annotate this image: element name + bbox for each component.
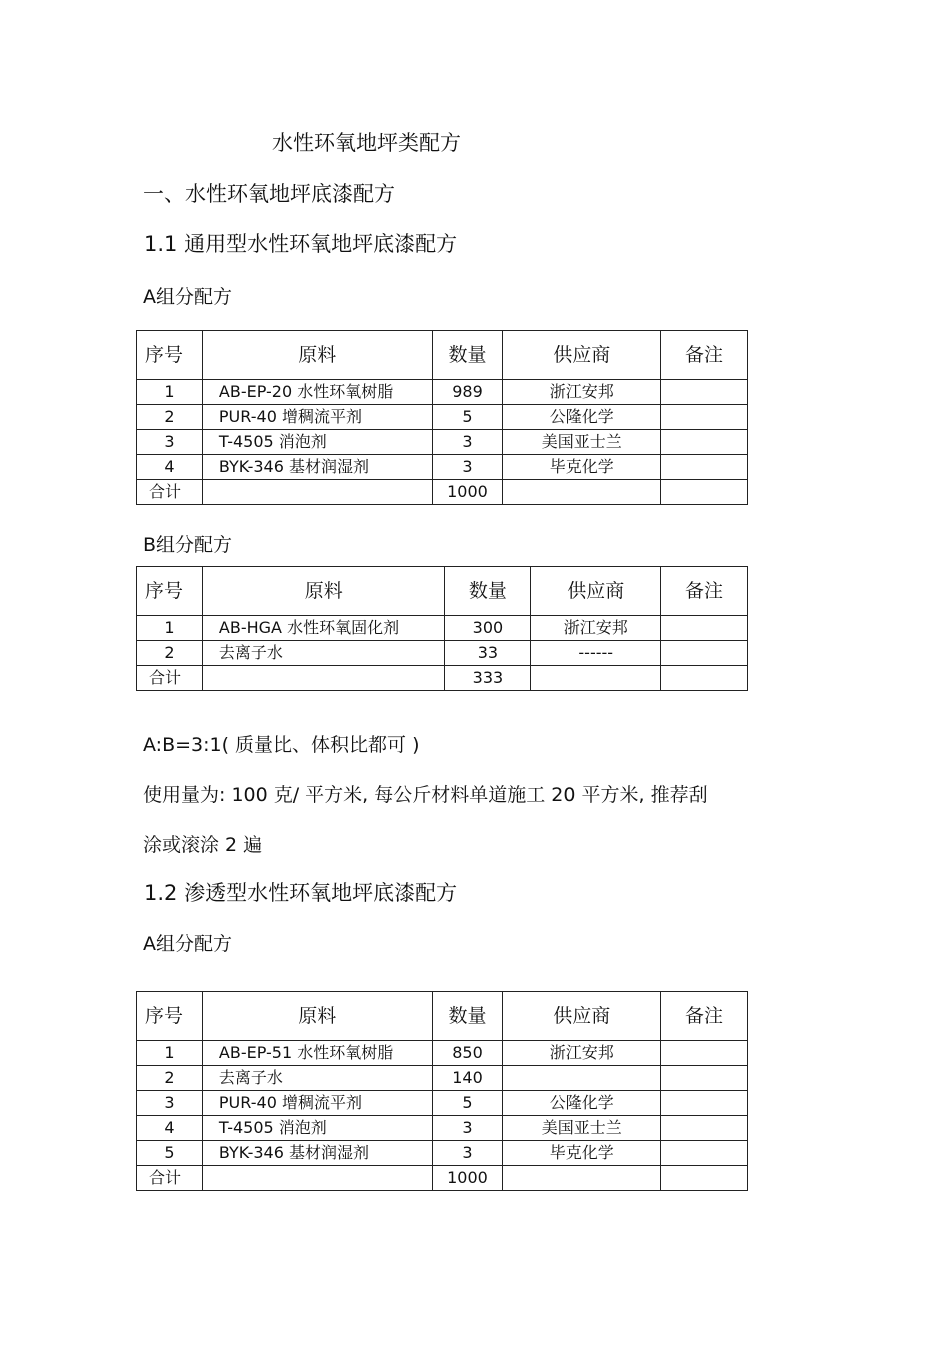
table-cell: 去离子水	[202, 1066, 432, 1091]
header-cell: 数量	[432, 331, 503, 380]
header-cell: 原料	[202, 567, 445, 616]
table-cell: 3	[432, 430, 503, 455]
table-cell: 5	[432, 1091, 503, 1116]
table-cell: 浙江安邦	[531, 616, 661, 641]
header-cell: 备注	[661, 992, 748, 1041]
table-cell: 4	[137, 455, 203, 480]
table-total-row	[137, 480, 748, 505]
table-cell: 毕克化学	[503, 455, 661, 480]
header-cell: 备注	[661, 331, 748, 380]
header-cell: 供应商	[503, 992, 661, 1041]
table-cell	[661, 380, 748, 405]
table-row	[137, 405, 748, 430]
usage-text: 使用量为: 100 克/ 平方米, 每公斤材料单道施工 20 平方米, 推荐刮	[143, 784, 708, 806]
table-cell	[661, 430, 748, 455]
usage-text-cont: 涂或滚涂 2 遍	[143, 834, 263, 856]
header-cell: 序号	[137, 331, 203, 380]
table-cell	[202, 480, 432, 505]
header-cell: 供应商	[503, 331, 661, 380]
header-cell: 供应商	[531, 567, 661, 616]
table-cell: PUR-40 增稠流平剂	[202, 1091, 432, 1116]
table-cell: 3	[137, 1091, 203, 1116]
table-cell: AB-HGA 水性环氧固化剂	[202, 616, 445, 641]
table-cell: 140	[432, 1066, 503, 1091]
formula-table-a	[136, 330, 748, 505]
table-cell	[661, 480, 748, 505]
table-cell	[503, 1166, 661, 1191]
table-cell: T-4505 消泡剂	[202, 1116, 432, 1141]
table-cell: 33	[445, 641, 531, 666]
table-cell	[661, 666, 748, 691]
table-cell	[503, 480, 661, 505]
table-cell: 1000	[432, 1166, 503, 1191]
table-cell: 公隆化学	[503, 405, 661, 430]
table-cell: 2	[137, 641, 203, 666]
table-cell: 毕克化学	[503, 1141, 661, 1166]
document-title: 水性环氧地坪类配方	[272, 131, 461, 155]
table-cell: 989	[432, 380, 503, 405]
table-cell: 公隆化学	[503, 1091, 661, 1116]
table-cell: ------	[531, 641, 661, 666]
table-cell	[661, 616, 748, 641]
table-cell	[661, 405, 748, 430]
table-cell: 300	[445, 616, 531, 641]
table-header-row	[137, 567, 748, 616]
formula-table-b	[136, 566, 748, 691]
table-cell	[661, 455, 748, 480]
section-heading: 一、水性环氧地坪底漆配方	[143, 182, 395, 206]
table-cell: AB-EP-20 水性环氧树脂	[202, 380, 432, 405]
table-cell: 850	[432, 1041, 503, 1066]
table-cell: 5	[137, 1141, 203, 1166]
table-cell: 1000	[432, 480, 503, 505]
table-header-row	[137, 331, 748, 380]
table-cell	[202, 666, 445, 691]
mix-ratio-text: A:B=3:1( 质量比、体积比都可 )	[143, 734, 420, 756]
table-cell: 1	[137, 616, 203, 641]
table-row	[137, 430, 748, 455]
table-cell: 3	[432, 455, 503, 480]
component-a-label: A组分配方	[143, 933, 232, 955]
table-row	[137, 1041, 748, 1066]
table-cell: 3	[137, 430, 203, 455]
table-cell: 3	[432, 1141, 503, 1166]
table-row	[137, 641, 748, 666]
component-b-label: B组分配方	[143, 534, 233, 556]
table-cell: 4	[137, 1116, 203, 1141]
table-total-row	[137, 666, 748, 691]
table-cell	[661, 1116, 748, 1141]
table-cell	[661, 1166, 748, 1191]
table-cell	[661, 641, 748, 666]
table-cell: 2	[137, 1066, 203, 1091]
table-row	[137, 380, 748, 405]
table-cell: BYK-346 基材润湿剂	[202, 455, 432, 480]
component-a-label: A组分配方	[143, 286, 232, 308]
table-cell: 浙江安邦	[503, 1041, 661, 1066]
table-cell	[503, 1066, 661, 1091]
table-cell: 去离子水	[202, 641, 445, 666]
table-total-row	[137, 1166, 748, 1191]
table-cell: 浙江安邦	[503, 380, 661, 405]
header-cell: 原料	[202, 992, 432, 1041]
table-cell: 1	[137, 1041, 203, 1066]
table-cell: AB-EP-51 水性环氧树脂	[202, 1041, 432, 1066]
table-cell: 合计	[137, 666, 203, 691]
table-cell	[661, 1041, 748, 1066]
header-cell: 原料	[202, 331, 432, 380]
table-row	[137, 1091, 748, 1116]
subsection-heading: 1.1 通用型水性环氧地坪底漆配方	[144, 232, 458, 256]
table-cell: BYK-346 基材润湿剂	[202, 1141, 432, 1166]
table-cell: T-4505 消泡剂	[202, 430, 432, 455]
table-row	[137, 616, 748, 641]
table-header-row	[137, 992, 748, 1041]
header-cell: 序号	[137, 567, 203, 616]
table-cell: 2	[137, 405, 203, 430]
table-row	[137, 1116, 748, 1141]
table-cell: 合计	[137, 1166, 203, 1191]
table-cell: 美国亚士兰	[503, 1116, 661, 1141]
table-cell	[202, 1166, 432, 1191]
table-row	[137, 455, 748, 480]
table-cell: 1	[137, 380, 203, 405]
formula-table-a2	[136, 991, 748, 1191]
header-cell: 数量	[445, 567, 531, 616]
subsection-heading: 1.2 渗透型水性环氧地坪底漆配方	[144, 881, 458, 905]
table-cell: PUR-40 增稠流平剂	[202, 405, 432, 430]
table-cell	[661, 1091, 748, 1116]
table-cell: 5	[432, 405, 503, 430]
table-cell: 3	[432, 1116, 503, 1141]
header-cell: 备注	[661, 567, 748, 616]
table-cell	[531, 666, 661, 691]
table-row	[137, 1066, 748, 1091]
table-cell: 合计	[137, 480, 203, 505]
header-cell: 序号	[137, 992, 203, 1041]
table-row	[137, 1141, 748, 1166]
table-cell: 美国亚士兰	[503, 430, 661, 455]
table-cell	[661, 1066, 748, 1091]
table-cell: 333	[445, 666, 531, 691]
header-cell: 数量	[432, 992, 503, 1041]
table-cell	[661, 1141, 748, 1166]
